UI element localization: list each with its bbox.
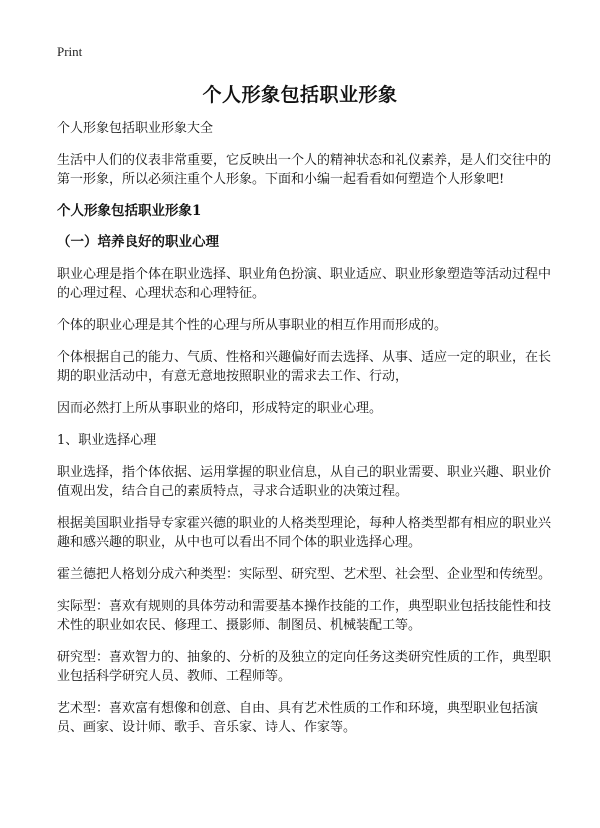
intro-paragraph: 生活中人们的仪表非常重要，它反映出一个人的精神状态和礼仪素养，是人们交往中的第一形象，所以必须注重个人形象。下面和小编一起看看如何塑造个人形象吧! xyxy=(57,153,552,187)
print-link[interactable]: Print xyxy=(57,44,83,59)
paragraph: 个体的职业心理是其个性的心理与所从事职业的相互作用而形成的。 xyxy=(57,318,448,333)
paragraph: 霍兰德把人格划分成六种类型：实际型、研究型、艺术型、社会型、企业型和传统型。 xyxy=(57,567,552,582)
list-heading: 1、职业选择心理 xyxy=(57,433,157,448)
paragraph: 研究型：喜欢智力的、抽象的、分析的及独立的定向任务这类研究性质的工作，典型职业包括科学研究人员、教师、工程师等。 xyxy=(57,650,552,684)
paragraph: 艺术型：喜欢富有想像和创意、自由、具有艺术性质的工作和环境，典型职业包括演员、画家、设计师、歌手、音乐家、诗人、作家等。 xyxy=(57,701,539,735)
paragraph: 职业心理是指个体在职业选择、职业角色扮演、职业适应、职业形象塑造等活动过程中的心理过程、心理状态和心理特征。 xyxy=(57,267,552,301)
subsection-heading: （一）培养良好的职业心理 xyxy=(57,234,219,250)
document-subtitle: 个人形象包括职业形象大全 xyxy=(57,121,214,136)
paragraph: 个体根据自己的能力、气质、性格和兴趣偏好而去选择、从事、适应一定的职业，在长期的职业活动中，有意无意地按照职业的需求去工作、行动， xyxy=(57,350,552,384)
section-heading: 个人形象包括职业形象1 xyxy=(57,203,202,219)
page-title: 个人形象包括职业形象 xyxy=(202,84,398,106)
paragraph: 根据美国职业指导专家霍兴德的职业的人格类型理论，每种人格类型都有相应的职业兴趣和感兴趣的职业，从中也可以看出不同个体的职业选择心理。 xyxy=(57,516,552,550)
article-body xyxy=(57,119,560,750)
paragraph: 实际型：喜欢有规则的具体劳动和需要基本操作技能的工作，典型职业包括技能性和技术性的职业如农民、修理工、摄影师、制图员、机械装配工等。 xyxy=(57,599,552,633)
paragraph: 职业选择，指个体依据、运用掌握的职业信息，从自己的职业需要、职业兴趣、职业价值观出发，结合自己的素质特点，寻求合适职业的决策过程。 xyxy=(57,465,552,499)
paragraph: 因而必然打上所从事职业的烙印，形成特定的职业心理。 xyxy=(57,401,383,416)
